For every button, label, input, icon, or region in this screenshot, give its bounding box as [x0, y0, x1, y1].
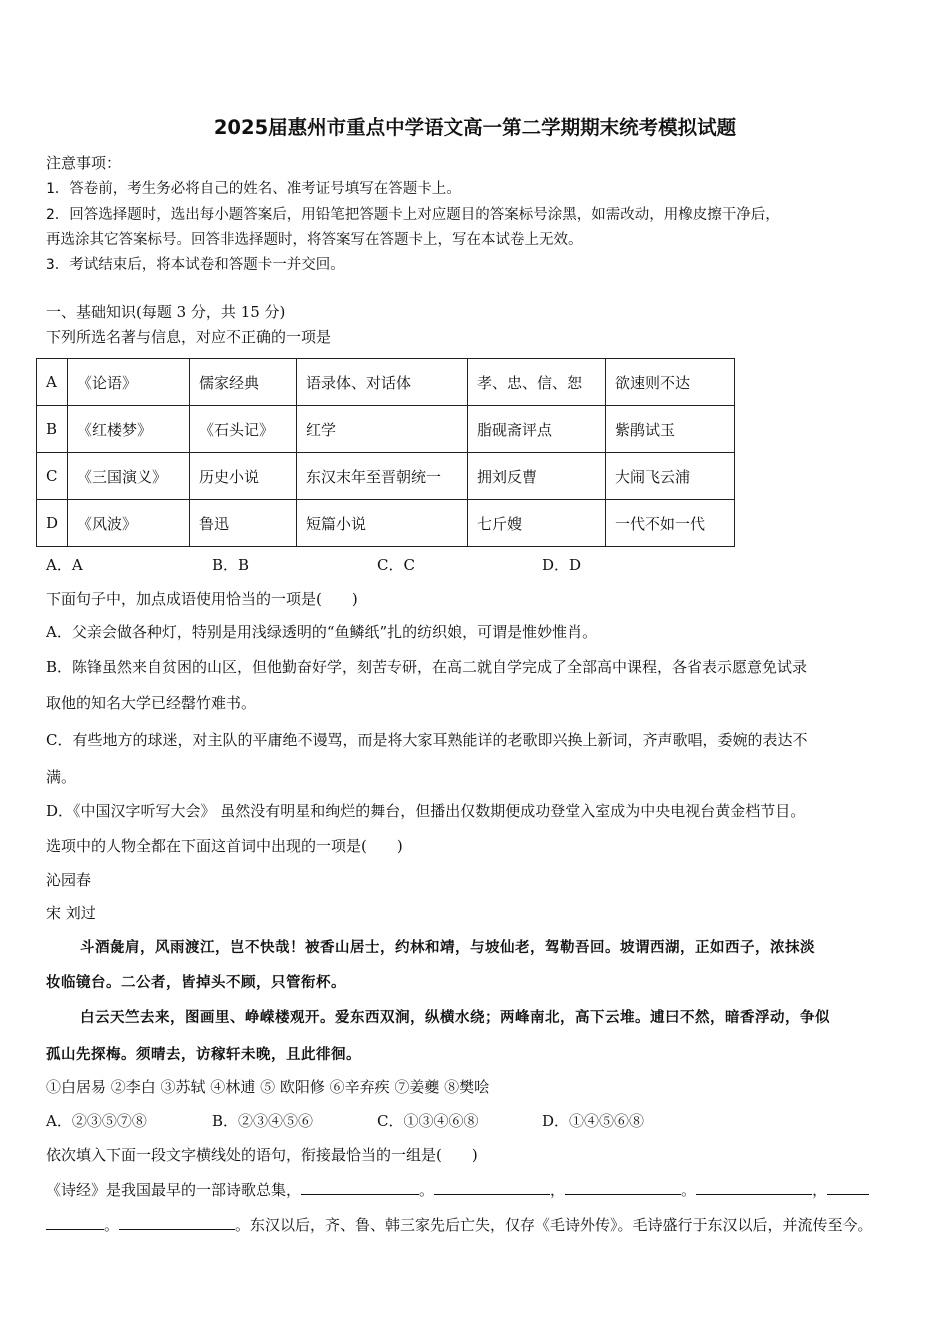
table-cell: 语录体、对话体: [297, 359, 468, 406]
option-c[interactable]: C．有些地方的球迷，对主队的平庸绝不谩骂，而是将大家耳熟能详的老歌即兴换上新词，齐声歌唱，委婉的表达不: [46, 731, 808, 749]
option-a[interactable]: A．A: [46, 556, 83, 574]
notice-item: 再选涂其它答案标号。回答非选择题时，将答案写在答题卡上，写在本试卷上无效。: [46, 232, 583, 248]
answer-blank[interactable]: [827, 1180, 869, 1195]
table-cell: 《论语》: [68, 359, 190, 406]
table-cell: 紫鹃试玉: [606, 406, 735, 453]
option-d[interactable]: D．①④⑤⑥⑧: [542, 1112, 645, 1130]
option-c[interactable]: C．C: [377, 556, 415, 574]
table-cell: 东汉末年至晋朝统一: [297, 453, 468, 500]
question-stem: 依次填入下面一段文字横线处的语句，衔接最恰当的一组是( ): [46, 1146, 478, 1164]
table-cell: 一代不如一代: [606, 500, 735, 547]
page-title: 2025届惠州市重点中学语文高一第二学期期末统考模拟试题: [213, 116, 737, 139]
table-row: [37, 453, 735, 500]
name-list: ①白居易 ②李白 ③苏轼 ④林逋 ⑤ 欧阳修 ⑥辛弃疾 ⑦姜夔 ⑧樊哙: [46, 1078, 490, 1096]
notice-item: 2．回答选择题时，选出每小题答案后，用铅笔把答题卡上对应题目的答案标号涂黑，如需改动，用橡皮擦干净后，: [46, 207, 780, 223]
question-stem: 下面句子中，加点成语使用恰当的一项是( ): [46, 590, 358, 608]
answer-blank[interactable]: [434, 1180, 550, 1195]
option-b-cont: 取他的知名大学已经罄竹难书。: [46, 694, 257, 712]
table-row: [37, 406, 735, 453]
answer-blank[interactable]: [119, 1215, 235, 1230]
option-c-cont: 满。: [46, 768, 77, 786]
table-cell: 《三国演义》: [68, 453, 190, 500]
passage-text: 《诗经》是我国最早的一部诗歌总集，: [46, 1181, 302, 1199]
table-cell: 欲速则不达: [606, 359, 735, 406]
table-cell: 鲁迅: [190, 500, 297, 547]
works-table: [36, 358, 735, 547]
table-cell: 脂砚斋评点: [468, 406, 606, 453]
table-cell: 红学: [297, 406, 468, 453]
table-cell: 孝、忠、信、恕: [468, 359, 606, 406]
table-row: [37, 500, 735, 547]
section-heading: 一、基础知识(每题 3 分，共 15 分): [46, 303, 286, 321]
passage-text: 。东汉以后，齐、鲁、韩三家先后亡失，仅存《毛诗外传》。毛诗盛行于东汉以后，并流传至今。: [235, 1216, 873, 1234]
poem-line: 斗酒彘肩，风雨渡江，岂不快哉！被香山居士，约林和靖，与坡仙老，驾勒吾回。坡谓西湖，正如西子，浓抹淡: [80, 939, 815, 956]
notice-item: 1．答卷前，考生务必将自己的姓名、准考证号填写在答题卡上。: [46, 181, 461, 197]
punctuation: ，: [812, 1181, 828, 1199]
question-stem: 选项中的人物全都在下面这首词中出现的一项是( ): [46, 837, 403, 855]
poem-line: 孤山先探梅。须晴去，访稼轩未晚，且此徘徊。: [46, 1046, 361, 1063]
table-cell: 《石头记》: [190, 406, 297, 453]
fill-blank-line: [46, 1179, 869, 1200]
table-cell: 《红楼梦》: [68, 406, 190, 453]
table-cell: B: [37, 406, 68, 453]
option-b[interactable]: B．②③④⑤⑥: [212, 1112, 314, 1130]
option-d[interactable]: D．《中国汉字听写大会》 虽然没有明星和绚烂的舞台，但播出仅数期便成功登堂入室成为中央电视台黄金档节目。: [46, 802, 806, 820]
poem-title: 沁园春: [46, 871, 92, 889]
answer-blank[interactable]: [565, 1180, 681, 1195]
punctuation: 。: [681, 1181, 697, 1199]
answer-blank[interactable]: [696, 1180, 812, 1195]
table-row: [37, 359, 735, 406]
table-cell: 儒家经典: [190, 359, 297, 406]
table-cell: 拥刘反曹: [468, 453, 606, 500]
answer-blank[interactable]: [46, 1215, 104, 1230]
table-cell: A: [37, 359, 68, 406]
option-d[interactable]: D．D: [542, 556, 582, 574]
option-a[interactable]: A．父亲会做各种灯，特别是用浅绿透明的“鱼鳞纸”扎的纺织娘，可谓是惟妙惟肖。: [46, 623, 598, 641]
table-cell: D: [37, 500, 68, 547]
option-a[interactable]: A．②③⑤⑦⑧: [46, 1112, 147, 1130]
notice-heading: 注意事项：: [46, 154, 122, 172]
fill-blank-line: [46, 1214, 873, 1235]
poem-line: 白云天竺去来，图画里、峥嵘楼观开。爱东西双涧，纵横水绕；两峰南北，高下云堆。逋曰不然，暗香浮动，争似: [80, 1009, 830, 1026]
notice-item: 3．考试结束后，将本试卷和答题卡一并交回。: [46, 257, 345, 273]
option-b[interactable]: B．陈锋虽然来自贫困的山区，但他勤奋好学，刻苦专研，在高二就自学完成了全部高中课程，各省表示愿意免试录: [46, 658, 808, 676]
poem-line: 妆临镜台。二公者，皆掉头不顾，只管衔杯。: [46, 974, 346, 991]
punctuation: 。: [419, 1181, 435, 1199]
poem-author: 宋 刘过: [46, 904, 96, 922]
table-cell: C: [37, 453, 68, 500]
table-cell: 《风波》: [68, 500, 190, 547]
question-stem: 下列所选名著与信息，对应不正确的一项是: [46, 328, 332, 346]
table-cell: 历史小说: [190, 453, 297, 500]
table-cell: 大闹飞云浦: [606, 453, 735, 500]
option-c[interactable]: C．①③④⑥⑧: [377, 1112, 479, 1130]
table-cell: 短篇小说: [297, 500, 468, 547]
punctuation: ，: [550, 1181, 566, 1199]
table-cell: 七斤嫂: [468, 500, 606, 547]
answer-blank[interactable]: [301, 1180, 419, 1195]
punctuation: 。: [104, 1216, 120, 1234]
option-b[interactable]: B．B: [212, 556, 250, 574]
